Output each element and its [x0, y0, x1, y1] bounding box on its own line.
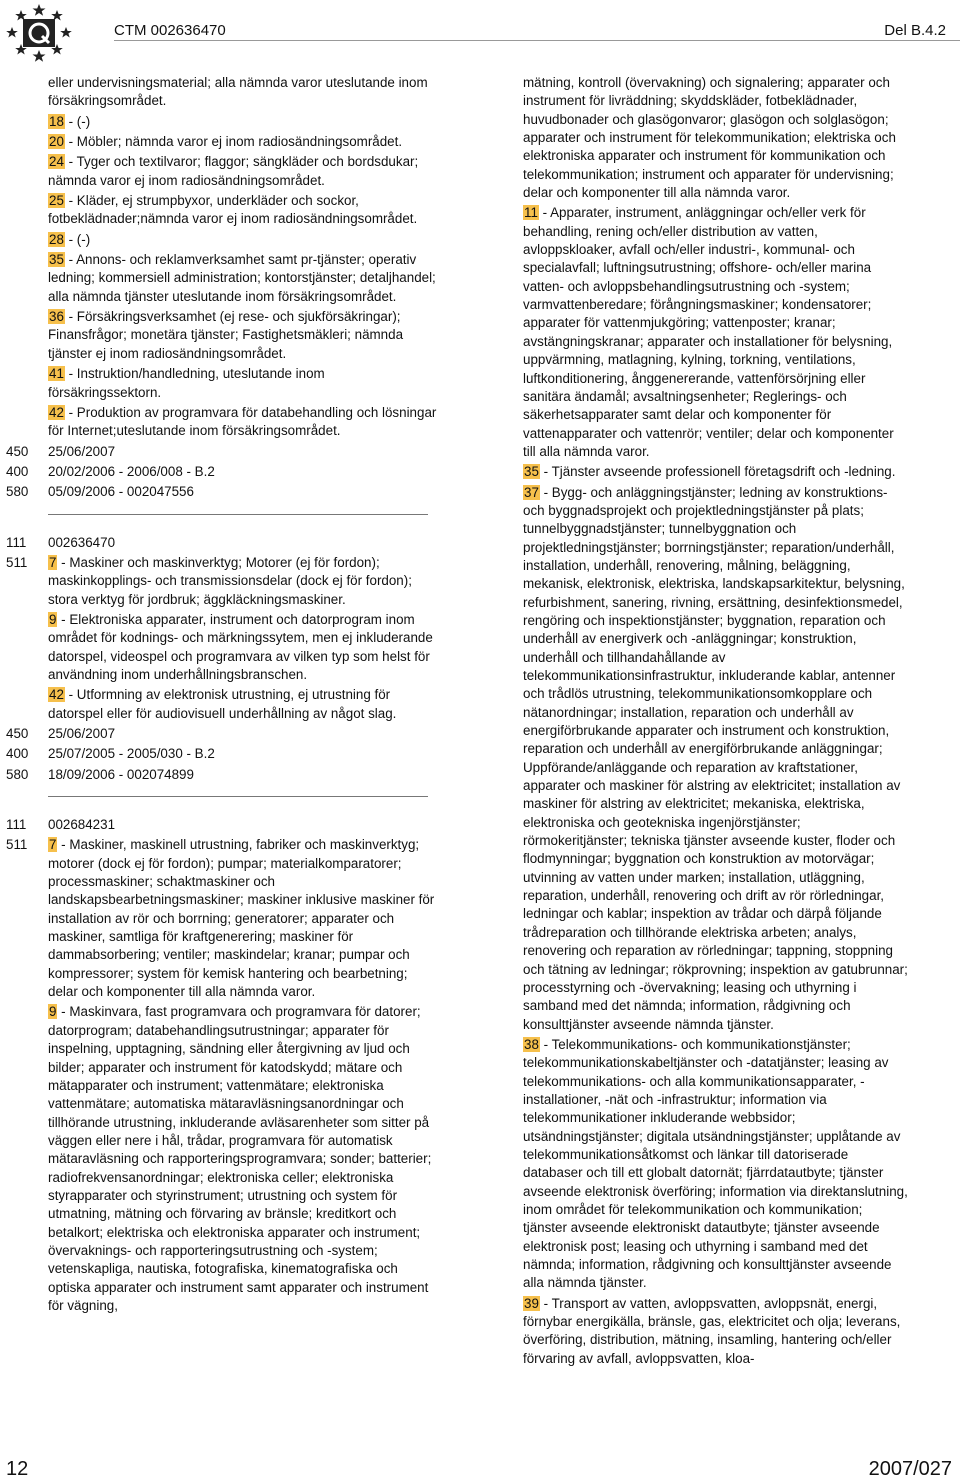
- class-number: 42: [49, 687, 64, 703]
- star-icon: [15, 10, 27, 21]
- field-code: 111: [6, 534, 27, 550]
- class-paragraph: [48, 554, 440, 609]
- field-code: 580: [6, 484, 29, 500]
- class-number: 18: [49, 113, 64, 129]
- class-paragraph: [48, 192, 440, 229]
- class-number: 39: [524, 1295, 539, 1311]
- entry-field: [0, 745, 440, 763]
- class-number: 35: [49, 252, 64, 268]
- class-paragraph: [48, 1003, 440, 1315]
- class-paragraph: [48, 836, 440, 1001]
- class-paragraph: [48, 404, 440, 441]
- class-number: 28: [49, 231, 64, 247]
- class-paragraph: [48, 686, 440, 723]
- class-paragraph: [523, 463, 908, 481]
- class-text: 002684231: [48, 817, 116, 833]
- class-paragraph: [48, 816, 440, 834]
- entry-field: [0, 483, 440, 501]
- class-text: - Apparater, instrument, anläggningar och/eller verk för behandling, rening och/eller distribution av vatten, avloppskloaker, avfall och/eller industri-, kommunal- och specialavfall; luftningsutrustning; offshore- och/eller marina vatten- och avloppsbehandlingsutrustning och -system; varmvattenberedare; förångningsmaskiner; kondensatorer; apparater för vattenmjukgöring; vattenposter; kranar; avstängningskranar; apparater och installationer för belysning, uppvärmning, matlagning, kylning, torkning, ventilations, luftkonditionering, ånggenererande, vattenförsörjning eller sanitära ändamål; avsaltningsenheter; Reglerings- och säkerhetsapparater samt delar och komponenter för vattenapparater och vattenrör; ventiler; delar och komponenter till alla nämnda varor.: [523, 205, 894, 459]
- entry-separator: [0, 786, 440, 816]
- entry-field: [0, 534, 440, 552]
- class-paragraph: [523, 1295, 908, 1368]
- entry-field: [0, 816, 440, 834]
- entry-field: [0, 365, 440, 402]
- class-paragraph: [48, 133, 440, 151]
- class-text: - Tyger och textilvaror; flaggor; sängkläder och bordsdukar; nämnda varor ej inom radiosändningsområdet.: [48, 154, 419, 188]
- left-column: [0, 74, 440, 1317]
- class-text: - Kläder, ej strumpbyxor, underkläder och sockor, fotbeklädnader;nämnda varor ej inom radiosändningsområdet.: [48, 193, 418, 227]
- class-text: - (-): [64, 231, 91, 247]
- class-paragraph: [48, 443, 440, 461]
- class-number: 41: [49, 366, 64, 382]
- entry-field: [0, 725, 440, 743]
- class-paragraph: [523, 484, 908, 1034]
- document-id: CTM 002636470: [114, 22, 226, 39]
- class-text: - (-): [64, 113, 91, 129]
- entry-field: [0, 443, 440, 461]
- entry-field: [0, 251, 440, 306]
- page-number: 12: [6, 1458, 29, 1480]
- class-paragraph: [523, 74, 908, 202]
- field-code: 450: [6, 443, 29, 459]
- class-paragraph: [48, 611, 440, 684]
- class-paragraph: [48, 365, 440, 402]
- class-paragraph: [48, 251, 440, 306]
- class-text: 05/09/2006 - 002047556: [48, 484, 194, 500]
- star-icon: [33, 50, 46, 62]
- class-number: 42: [49, 404, 64, 420]
- field-code: 511: [6, 554, 28, 570]
- class-paragraph: [523, 204, 908, 461]
- class-text: - Utformning av elektronisk utrustning, ej utrustning för datorspel eller för audiovisuell underhållning av något slag.: [48, 687, 397, 721]
- entry-field: [0, 74, 440, 111]
- class-paragraph: [48, 483, 440, 501]
- entry-field: [0, 153, 440, 190]
- field-code: 400: [6, 746, 29, 762]
- star-icon: [60, 27, 72, 38]
- class-paragraph: [48, 534, 440, 552]
- entry-field: [0, 231, 440, 249]
- field-code: 111: [6, 817, 27, 833]
- class-paragraph: [48, 113, 440, 131]
- class-number: 35: [524, 464, 539, 480]
- entry-field: [0, 404, 440, 441]
- class-text: 25/06/2007: [48, 443, 116, 459]
- class-paragraph: [48, 308, 440, 363]
- class-text: - Produktion av programvara för databehandling och lösningar för Internet;uteslutande inom försäkringsområdet.: [48, 404, 437, 439]
- class-text: - Maskiner och maskinverktyg; Motorer (ej för fordon); maskinkopplings- och transmissionsdelar (dock ej för fordon); stora verktyg för jordbruk; äggkläckningsmaskiner.: [48, 554, 412, 607]
- class-text: eller undervisningsmaterial; alla nämnda varor uteslutande inom försäkringsområdet.: [48, 75, 428, 109]
- class-number: 25: [49, 193, 64, 209]
- star-icon: [6, 27, 18, 38]
- field-code: 450: [6, 726, 29, 741]
- star-icon: [33, 4, 46, 16]
- class-text: - Elektroniska apparater, instrument och datorprogram inom området för kodnings- och märkningssytem, men ej inkluderande datorspel, videospel och programvara av vilken typ som helst för användning inom underhållningsbranschen.: [48, 611, 433, 682]
- class-paragraph: [523, 1036, 908, 1293]
- entry-separator: [0, 504, 440, 534]
- field-code: 580: [6, 766, 29, 782]
- header-divider: [114, 40, 960, 41]
- class-text: 25/06/2007: [48, 726, 116, 741]
- section-label: Del B.4.2: [884, 22, 946, 39]
- field-code: 400: [6, 463, 29, 479]
- class-text: 25/07/2005 - 2005/030 - B.2: [48, 746, 215, 762]
- class-text: - Transport av vatten, avloppsvatten, avloppsnät, energi, förnybar energikälla, bränsle, gas, elektricitet och olja; leverans, överföring, distribution, mätning, insamling, hantering och/eller förvaring av avfall, avloppsvatten, kloa-: [523, 1295, 901, 1366]
- class-paragraph: [48, 463, 440, 481]
- entry-field: [0, 308, 440, 363]
- class-text: - Tjänster avseende professionell företagsdrift och -ledning.: [539, 464, 896, 480]
- class-text: - Maskiner, maskinell utrustning, fabriker och maskinverktyg; motorer (dock ej för fordon); pumpar; materialkomparatorer; processmaskiner; schaktmaskiner och landskapsbearbetningsmaskiner; maskiner inklusive maskiner för installation av rör och borrning; generatorer; apparater och maskiner, samtliga för kraftgenerering; maskiner för dammabsorbering; ventiler; maskindelar; kranar; pumpar och kompressorer; system för kemisk hantering och bearbetning; delar och komponenter till alla nämnda varor.: [48, 837, 435, 1000]
- class-text: - Instruktion/handledning, uteslutande inom försäkringssektorn.: [48, 366, 325, 400]
- class-text: - Bygg- och anläggningstjänster; ledning av konstruktions- och byggnadsprojekt och projektledningstjänster på plats; tunnelbyggnadstjänster; tunnelbyggnation och projektledningstjänster; borrningstjänster; reparation/underhåll, installation, underhåll, renovering, målning, beläggning, mekanisk, elektronisk, elektriska, landskapsarkitektur, belysning, refurbishment, sanering, rivning, ersättning, desinfektionsmedel, rengöring och inspektionstjänster; byggnation, reparation och underhåll av energiverk och -anläggningar; konstruktion, underhåll och tillhandahållande av telekommunikationsinfrastruktur, inkluderande kablar, antenner och trådlös utrustning, telekommunikationsomkopplare och nätanordningar; installation, reparation och underhåll av energiförbrukande apparater och instrument och konstruktion, reparation och underhåll av energiförbrukande anläggningar; Uppförande/anläggande och reparation av kraftstationer, apparater och maskiner för alstring av elektricitet; installation av maskiner för alstring av elektricitet; mekaniska, elektriska, elektroniska och geotekniska ingenjörstjänster; rörmokeritjänster; tekniska tjänster avseende kuster, floder och flodmynningar; byggnation och konstruktion av motorvägar; utvinning av vatten under marken; installation, utläggning, reparation, underhåll, renovering och drift av rör rörledningar, ledningar och kablar; inspektion av trådar och därpå följande trådreparation och tillhörande elektriska arbeten; analys, renovering och reparation av rörledningar; tappning, stoppning och tätning av ledningar; rökprovning; inspektion av gatubrunnar; processtyrning och -övervakning; leasing och uthyrning i samband med det nämnda; information, rådgivning och konsulttjänster avseende nämnda tjänster.: [523, 484, 908, 1032]
- class-number: 7: [49, 554, 57, 570]
- entry-field: [0, 133, 440, 151]
- class-text: - Maskinvara, fast programvara och programvara för datorer; datorprogram; databehandlingsutrustningar; apparater för inspelning, upptagning, sändning eller återgivning av ljud och bilder; apparater och instrument för katodskydd; mätare och mätapparater och instrument; vattenmätare; elektroniska vattenmätare; automatiska mätaravläsningsanordningar och tillhörande utrustning, inkluderande avläsarenheter som sitter på väggen eller nere i hål, trådar, programvara för automatisk mätaravläsning och rapporteringsprogramvara; sonder; batterier; radiofrekvensanordningar; elektroniska celler; elektroniska styrapparater och styrinstrument; utrustning och system för utmatning, mätning och förvaring av bränsle; kreditkort och betalkort; elektriska och elektroniska apparater och instrument; övervaknings- och rapporteringsutrustning och -system; vetenskapliga, nautiska, fotografiska, kinematografiska och optiska apparater och instrument samt apparater och instrument för vägning,: [48, 1004, 432, 1313]
- entry-field: [0, 766, 440, 784]
- class-text: 002636470: [48, 534, 116, 550]
- class-paragraph: [48, 725, 440, 743]
- class-text: 18/09/2006 - 002074899: [48, 766, 194, 782]
- entry-field: [0, 113, 440, 131]
- class-number: 36: [49, 309, 64, 325]
- class-number: 20: [49, 134, 64, 150]
- class-text: - Annons- och reklamverksamhet samt pr-tjänster; operativ ledning; kommersiell administration; kontorstjänster; detaljhandel; alla nämnda tjänster uteslutande inom försäkringsområdet.: [48, 252, 436, 304]
- class-text: - Möbler; nämnda varor ej inom radiosändningsområdet.: [64, 134, 403, 150]
- class-number: 7: [49, 837, 57, 853]
- eu-trademark-logo: [4, 2, 74, 64]
- class-number: 37: [524, 484, 539, 500]
- class-number: 38: [524, 1036, 539, 1052]
- right-column: [523, 74, 908, 1370]
- class-paragraph: [48, 231, 440, 249]
- class-number: 11: [524, 205, 538, 221]
- class-text: - Försäkringsverksamhet (ej rese- och sjukförsäkringar); Finansfrågor; monetära tjänster; Fastighetsmäkleri; nämnda tjänster ej inom radiosändningsområdet.: [48, 309, 404, 361]
- class-paragraph: [48, 745, 440, 763]
- class-number: 9: [49, 1004, 57, 1020]
- class-paragraph: [48, 766, 440, 784]
- star-icon: [51, 10, 63, 21]
- class-text: mätning, kontroll (övervakning) och signalering; apparater och instrument för livräddning; skyddskläder, fotbeklädnader, huvudbonader och glasögonvaror; glasögon och solglasögon; apparater och instrument för telekommunikation; elektriska och elektroniska apparater och instrument för kommunikation och telekommunikation; instrument och apparater för undervisning; delar och komponenter till alla nämnda varor.: [523, 75, 896, 201]
- class-number: 9: [49, 611, 57, 627]
- field-code: 511: [6, 837, 28, 853]
- class-text: 20/02/2006 - 2006/008 - B.2: [48, 463, 215, 479]
- entry-field: [0, 836, 440, 1315]
- entry-field: [0, 192, 440, 229]
- class-text: - Telekommunikations- och kommunikationstjänster; telekommunikationskabeltjänster och -datatjänster; leasing av telekommunikations- och alla kommunikationsapparater, -installationer, -nät och -infrastruktur; information via telekommunikationer inkluderande webbsidor; utsändningstjänster; digitala utsändningstjänster; upplåtande av telekommunikationsåtkomst och länkar till datoriserade databaser och till ett globalt datornät; fjärrdatautbyte; tjänster avseende elektronisk överföring; information via direktanslutning, inom området för telekommunikation och kommunikation; tjänster avseende elektroniskt datautbyte; tjänster avseende elektronisk post; leasing och uthyrning i samband med det nämnda; information, rådgivning och konsulttjänster avseende alla nämnda tjänster.: [523, 1036, 908, 1291]
- class-number: 24: [49, 154, 64, 170]
- entry-field: [0, 463, 440, 481]
- class-paragraph: [48, 153, 440, 190]
- bulletin-issue: 2007/027: [868, 1458, 952, 1480]
- class-paragraph: [48, 74, 440, 111]
- entry-field: [0, 554, 440, 723]
